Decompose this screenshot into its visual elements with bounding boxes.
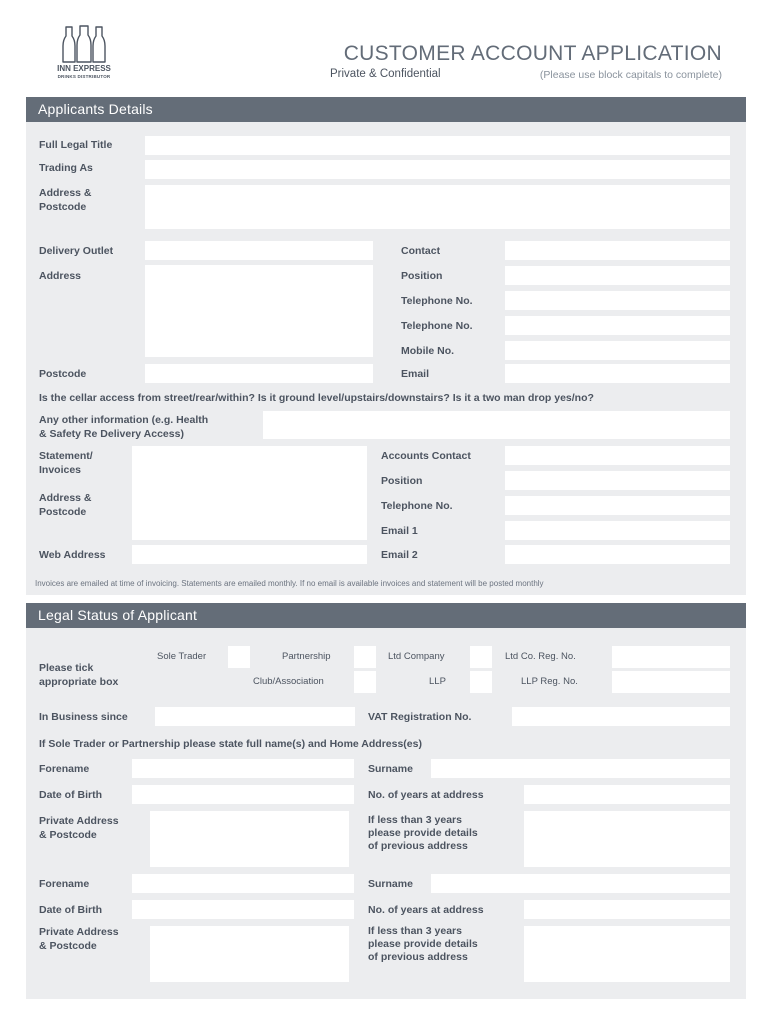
other-info-field[interactable] — [263, 411, 730, 439]
web-address-label: Web Address — [39, 549, 106, 561]
club-association-checkbox[interactable] — [354, 671, 376, 693]
llp-reg-field[interactable] — [612, 671, 730, 693]
accounts-telephone-field[interactable] — [505, 496, 730, 515]
email-2-label: Email 2 — [381, 549, 418, 561]
sole-trader-note: If Sole Trader or Partnership please state full name(s) and Home Address(es) — [39, 738, 422, 750]
trading-as-field[interactable] — [145, 160, 730, 179]
accounts-position-field[interactable] — [505, 471, 730, 490]
in-business-since-field[interactable] — [155, 707, 355, 726]
address-postcode-field[interactable] — [145, 185, 730, 229]
postcode-label: Postcode — [39, 368, 87, 380]
page-title: CUSTOMER ACCOUNT APPLICATION — [343, 42, 722, 65]
logo-name: INN EXPRESS — [57, 64, 111, 73]
llp-checkbox[interactable] — [470, 671, 492, 693]
in-business-since-label: In Business since — [39, 711, 128, 723]
email-field[interactable] — [505, 364, 730, 383]
date-of-birth-label: Date of Birth — [39, 904, 102, 916]
email-2-field[interactable] — [505, 545, 730, 564]
club-association-label: Club/Association — [253, 676, 324, 687]
please-tick-label: Please tick appropriate box — [39, 662, 119, 688]
forename-field[interactable] — [132, 759, 354, 778]
previous-address-field[interactable] — [524, 811, 730, 867]
address-label: Address — [39, 270, 82, 282]
statement-address-field[interactable] — [132, 446, 367, 540]
web-address-field[interactable] — [132, 545, 367, 564]
previous-address-field[interactable] — [524, 926, 730, 982]
trading-as-label: Trading As — [39, 162, 93, 174]
surname-label: Surname — [368, 763, 413, 775]
delivery-outlet-field[interactable] — [145, 241, 373, 260]
private-address-label: Private Address & Postcode — [39, 926, 119, 952]
telephone-2-field[interactable] — [505, 316, 730, 335]
sole-trader-label: Sole Trader — [157, 651, 207, 662]
confidential-label: Private & Confidential — [330, 68, 441, 80]
other-info-label: Any other information (e.g. Health & Safety Re Delivery Access) — [39, 414, 209, 440]
email-label: Email — [401, 368, 430, 380]
private-address-field[interactable] — [150, 811, 349, 867]
applicants-heading: Applicants Details — [26, 97, 746, 122]
telephone-label: Telephone No. — [401, 295, 473, 307]
legal-status-heading: Legal Status of Applicant — [26, 603, 746, 628]
contact-label: Contact — [401, 245, 441, 257]
partnership-label: Partnership — [282, 651, 331, 662]
telephone-field[interactable] — [505, 291, 730, 310]
forename-field[interactable] — [132, 874, 354, 893]
mobile-field[interactable] — [505, 341, 730, 360]
invoice-note: Invoices are emailed at time of invoicing. Statements are emailed monthly. If no email is available invoices and statement will be posted monthly — [35, 579, 544, 588]
position-field[interactable] — [505, 266, 730, 285]
vat-registration-field[interactable] — [512, 707, 730, 726]
private-address-field[interactable] — [150, 926, 349, 982]
telephone-2-label: Telephone No. — [401, 320, 473, 332]
ltd-company-checkbox[interactable] — [470, 646, 492, 668]
llp-label: LLP — [429, 676, 446, 687]
llp-reg-label: LLP Reg. No. — [521, 676, 578, 687]
private-address-label: Private Address & Postcode — [39, 815, 119, 841]
email-1-label: Email 1 — [381, 525, 418, 537]
previous-address-label: If less than 3 years please provide details of previous address — [368, 925, 478, 963]
date-of-birth-field[interactable] — [132, 785, 354, 804]
years-at-address-field[interactable] — [524, 900, 730, 919]
accounts-telephone-label: Telephone No. — [381, 500, 453, 512]
contact-field[interactable] — [505, 241, 730, 260]
accounts-position-label: Position — [381, 475, 423, 487]
logo-tagline: DRINKS DISTRIBUTOR — [57, 74, 111, 79]
statement-invoices-label: Statement/ Invoices — [39, 450, 93, 476]
accounts-contact-label: Accounts Contact — [381, 450, 471, 462]
date-of-birth-field[interactable] — [132, 900, 354, 919]
cellar-access-question: Is the cellar access from street/rear/within? Is it ground level/upstairs/downstairs? Is it a two man drop yes/no? — [39, 392, 594, 404]
surname-field[interactable] — [431, 759, 730, 778]
surname-label: Surname — [368, 878, 413, 890]
years-at-address-field[interactable] — [524, 785, 730, 804]
forename-label: Forename — [39, 878, 90, 890]
full-legal-title-field[interactable] — [145, 136, 730, 155]
full-legal-title-label: Full Legal Title — [39, 139, 113, 151]
mobile-label: Mobile No. — [401, 345, 455, 357]
delivery-outlet-label: Delivery Outlet — [39, 245, 114, 257]
forename-label: Forename — [39, 763, 90, 775]
ltd-reg-label: Ltd Co. Reg. No. — [505, 651, 576, 662]
vat-registration-label: VAT Registration No. — [368, 711, 472, 723]
date-of-birth-label: Date of Birth — [39, 789, 102, 801]
sole-trader-checkbox[interactable] — [228, 646, 250, 668]
years-at-address-label: No. of years at address — [368, 904, 484, 916]
surname-field[interactable] — [431, 874, 730, 893]
block-capitals-note: (Please use block capitals to complete) — [539, 69, 722, 81]
address-postcode-label: Address & Postcode — [39, 187, 92, 213]
years-at-address-label: No. of years at address — [368, 789, 484, 801]
ltd-reg-field[interactable] — [612, 646, 730, 668]
partnership-checkbox[interactable] — [354, 646, 376, 668]
accounts-contact-field[interactable] — [505, 446, 730, 465]
ltd-company-label: Ltd Company — [388, 651, 445, 662]
postcode-field[interactable] — [145, 364, 373, 383]
email-1-field[interactable] — [505, 521, 730, 540]
previous-address-label: If less than 3 years please provide details of previous address — [368, 814, 478, 852]
delivery-address-field[interactable] — [145, 265, 373, 357]
position-label: Position — [401, 270, 443, 282]
statement-address-label: Address & Postcode — [39, 492, 92, 518]
